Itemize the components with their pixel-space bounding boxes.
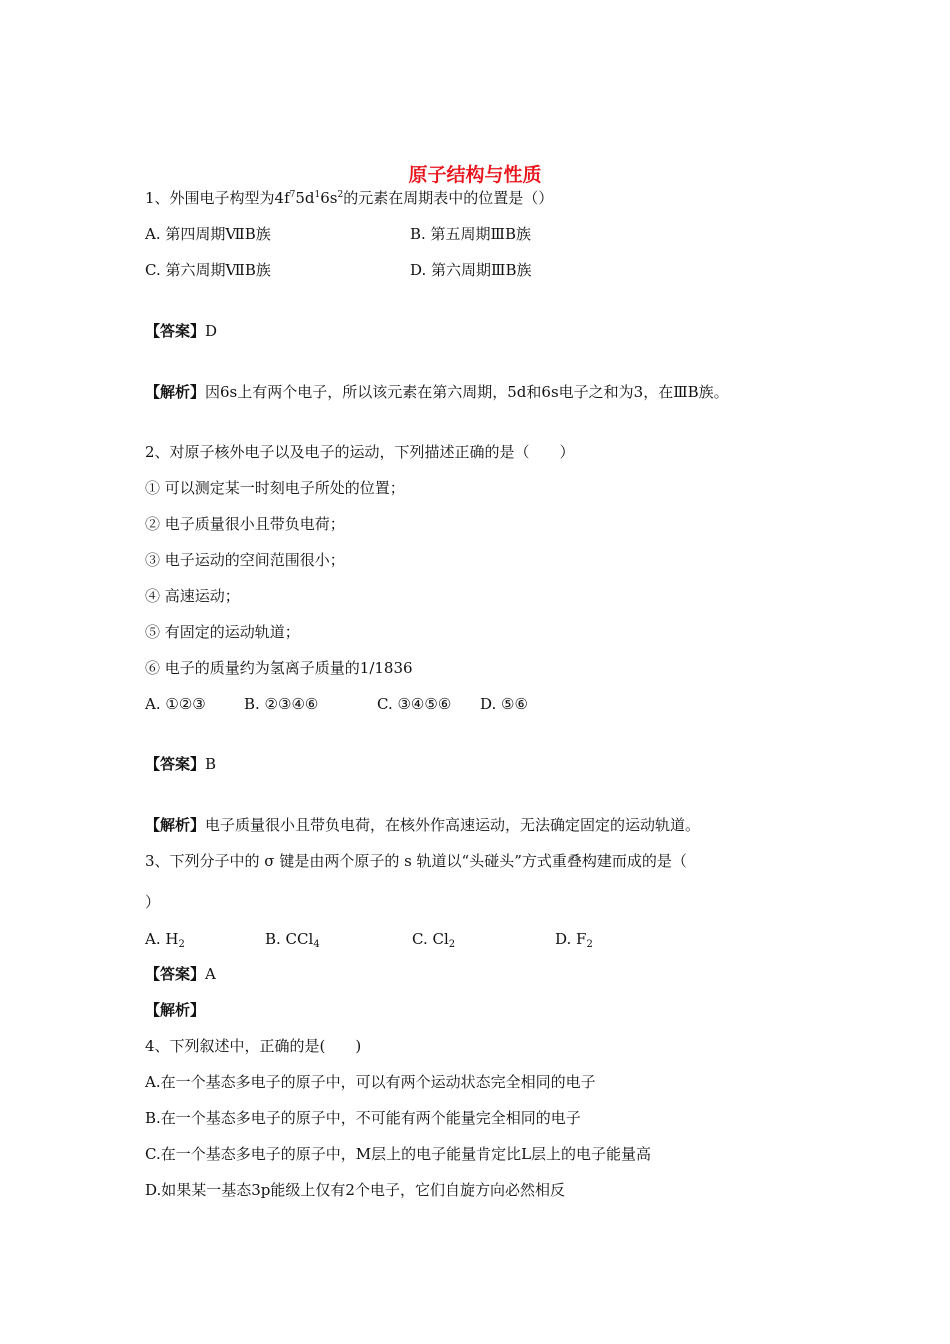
q4-option-d: D.如果某一基态3p能级上仅有2个电子，它们自旋方向必然相反 bbox=[145, 1181, 565, 1199]
page-title: 原子结构与性质 bbox=[408, 164, 542, 186]
q2-answer: 【答案】B bbox=[145, 755, 217, 773]
q2-item-6: ⑥ 电子的质量约为氢离子质量的1/1836 bbox=[145, 659, 413, 677]
question-2-stem: 2、对原子核外电子以及电子的运动，下列描述正确的是（ ） bbox=[145, 443, 575, 461]
question-4-stem: 4、下列叙述中，正确的是( ) bbox=[145, 1037, 362, 1055]
q2-option-c: C. ③④⑤⑥ bbox=[377, 695, 452, 713]
q1-option-b: B. 第五周期ⅢB族 bbox=[410, 225, 532, 243]
q2-item-3: ③ 电子运动的空间范围很小； bbox=[145, 551, 345, 569]
q3-answer: 【答案】A bbox=[145, 965, 216, 983]
q3-option-b: B. CCl$_4$ bbox=[265, 930, 320, 950]
q2-item-1: ① 可以测定某一时刻电子所处的位置； bbox=[145, 479, 405, 497]
q2-option-a: A. ①②③ bbox=[145, 695, 206, 713]
q1-option-d: D. 第六周期ⅢB族 bbox=[410, 261, 532, 279]
q4-option-c: C.在一个基态多电子的原子中，M层上的电子能量肯定比L层上的电子能量高 bbox=[145, 1145, 652, 1163]
q2-item-5: ⑤ 有固定的运动轨道； bbox=[145, 623, 300, 641]
q2-analysis: 【解析】电子质量很小且带负电荷，在核外作高速运动，无法确定固定的运动轨道。 bbox=[145, 816, 701, 834]
q2-option-b: B. ②③④⑥ bbox=[244, 695, 319, 713]
q3-option-d: D. $F_2$ bbox=[555, 930, 593, 950]
q2-option-d: D. ⑤⑥ bbox=[480, 695, 528, 713]
q4-option-b: B.在一个基态多电子的原子中，不可能有两个能量完全相同的电子 bbox=[145, 1109, 581, 1127]
q2-item-4: ④ 高速运动； bbox=[145, 587, 240, 605]
q3-option-c: C. $Cl_2$ bbox=[412, 930, 456, 950]
q4-option-a: A.在一个基态多电子的原子中，可以有两个运动状态完全相同的电子 bbox=[145, 1073, 596, 1091]
q1-option-c: C. 第六周期ⅦB族 bbox=[145, 261, 271, 279]
q1-analysis: 【解析】因6s上有两个电子，所以该元素在第六周期，5d和6s电子之和为3，在ⅢB族。 bbox=[145, 383, 729, 401]
q3-option-a: A. $H_2$ bbox=[145, 930, 185, 950]
question-1-stem: 1、外围电子构型为$4f^75d^16s^2$的元素在周期表中的位置是（） bbox=[145, 189, 554, 207]
question-3-stem-cont: ） bbox=[145, 893, 161, 911]
question-3-stem: 3、下列分子中的 σ 键是由两个原子的 s 轨道以“头碰头”方式重叠构建而成的是（ bbox=[145, 852, 687, 870]
q1-option-a: A. 第四周期ⅦB族 bbox=[145, 225, 271, 243]
q1-answer: 【答案】D bbox=[145, 322, 218, 340]
q3-analysis: 【解析】 bbox=[145, 1001, 206, 1019]
q2-item-2: ② 电子质量很小且带负电荷； bbox=[145, 515, 345, 533]
